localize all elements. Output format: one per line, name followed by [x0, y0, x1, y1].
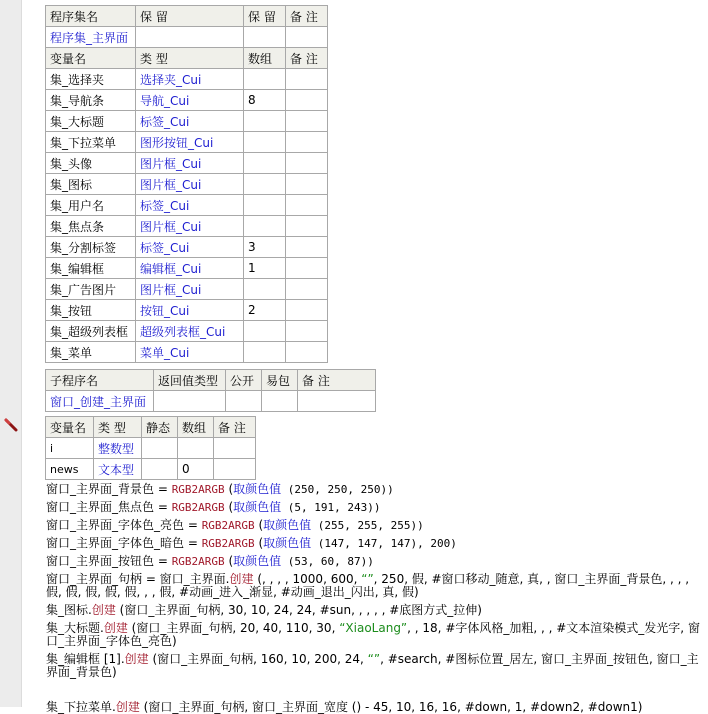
- variable-type-text: 图片框_Cui: [140, 156, 202, 171]
- variable-name[interactable]: 集_导航条: [46, 90, 136, 111]
- variable-note[interactable]: [286, 195, 328, 216]
- code-target: 集_大标题.: [46, 621, 104, 635]
- header-cell: 保 留: [136, 6, 244, 27]
- variable-array[interactable]: [244, 69, 286, 90]
- variable-name[interactable]: 集_分割标签: [46, 237, 136, 258]
- variable-type[interactable]: [136, 300, 244, 321]
- variable-type-text: 图片框_Cui: [140, 219, 202, 234]
- header-cell: 备 注: [298, 370, 376, 391]
- code-punct: (: [224, 482, 234, 496]
- local-type[interactable]: [94, 438, 142, 459]
- code-target: 集_下拉菜单.: [46, 700, 116, 714]
- editor-gutter: [0, 0, 22, 707]
- header-cell: 变量名: [46, 48, 136, 69]
- variable-type[interactable]: [136, 153, 244, 174]
- variable-row[interactable]: [46, 174, 328, 195]
- variable-row[interactable]: [46, 132, 328, 153]
- code-line[interactable]: [46, 537, 702, 550]
- header-cell: 备 注: [214, 417, 256, 438]
- variable-type[interactable]: [136, 111, 244, 132]
- code-args: , #search, #图标位置_居左, 窗口_主界面_按钮色, 窗口_主界面_背景色): [46, 652, 699, 679]
- variable-type-text: 标签_Cui: [140, 198, 190, 213]
- code-line[interactable]: [46, 519, 702, 532]
- code-line[interactable]: [46, 604, 702, 617]
- code-args: (250, 250, 250)): [281, 483, 394, 496]
- local-static[interactable]: [142, 459, 178, 480]
- code-args: , 250, 假, #窗口移动_随意, 真, , 窗口_主界面_背景色, , , , 假, 假, 假, 假, 假, , , 假, #动画_进入_渐显, #动画_退出_闪出, 真, 假): [46, 572, 690, 599]
- variable-note[interactable]: [286, 132, 328, 153]
- local-type-text: 文本型: [98, 462, 135, 477]
- code-func: RGB2ARGB: [201, 537, 255, 550]
- code-line[interactable]: [46, 622, 702, 648]
- variable-row[interactable]: [46, 216, 328, 237]
- code-func: RGB2ARGB: [201, 519, 255, 532]
- variable-note[interactable]: [286, 174, 328, 195]
- code-args: (5, 191, 243)): [281, 501, 381, 514]
- local-name-text: news: [50, 463, 79, 476]
- variable-note[interactable]: [286, 237, 328, 258]
- header-cell: 子程序名: [46, 370, 154, 391]
- variable-name[interactable]: 集_用户名: [46, 195, 136, 216]
- variable-name[interactable]: 集_下拉菜单: [46, 132, 136, 153]
- variable-name[interactable]: 集_按钮: [46, 300, 136, 321]
- variable-array[interactable]: [244, 279, 286, 300]
- code-args: (窗口_主界面_句柄, 窗口_主界面_宽度 () - 45, 10, 16, 16, #down, 1, #down2, #down1): [139, 700, 643, 714]
- variable-type-text: 选择夹_Cui: [140, 72, 202, 87]
- local-name[interactable]: [46, 438, 94, 459]
- variable-array[interactable]: 2: [244, 300, 286, 321]
- variable-name[interactable]: 集_超级列表框: [46, 321, 136, 342]
- code-string: “XiaoLang”: [339, 621, 408, 635]
- variables-header-row: [46, 48, 328, 69]
- code-func: RGB2ARGB: [171, 483, 225, 496]
- variable-array[interactable]: [244, 216, 286, 237]
- program-set-name[interactable]: [46, 27, 136, 48]
- local-variables-table: [45, 416, 256, 480]
- variable-note[interactable]: [286, 153, 328, 174]
- header-cell: 备 注: [286, 48, 328, 69]
- code-line[interactable]: [46, 653, 702, 679]
- cell[interactable]: [298, 391, 376, 412]
- variable-type-text: 按钮_Cui: [140, 303, 190, 318]
- variable-type[interactable]: [136, 237, 244, 258]
- code-method: 创建: [103, 621, 128, 635]
- code-call: 取颜色值: [233, 554, 282, 568]
- code-call: 取颜色值: [233, 482, 282, 496]
- subroutine-header-row: [46, 370, 376, 391]
- code-method: 创建: [229, 572, 254, 586]
- cell[interactable]: [262, 391, 298, 412]
- code-target: 窗口_主界面_字体色_暗色 =: [46, 536, 202, 550]
- variable-name[interactable]: 集_菜单: [46, 342, 136, 363]
- variable-type-text: 菜单_Cui: [140, 345, 190, 360]
- program-set-header-row: [46, 6, 328, 27]
- header-cell: 易包: [262, 370, 298, 391]
- variable-note[interactable]: [286, 216, 328, 237]
- code-punct: (: [254, 518, 264, 532]
- code-args: (, , , , 1000, 600,: [253, 572, 362, 586]
- variable-array[interactable]: [244, 174, 286, 195]
- header-cell: 程序集名: [46, 6, 136, 27]
- code-call: 取颜色值: [263, 536, 312, 550]
- code-target: 集_图标.: [46, 603, 92, 617]
- variable-array[interactable]: [244, 342, 286, 363]
- variable-array[interactable]: 8: [244, 90, 286, 111]
- code-method: 创建: [91, 603, 116, 617]
- variable-row[interactable]: [46, 90, 328, 111]
- variable-name[interactable]: 集_广告图片: [46, 279, 136, 300]
- variable-type[interactable]: [136, 321, 244, 342]
- code-args: (窗口_主界面_句柄, 20, 40, 110, 30,: [127, 621, 340, 635]
- subroutine-row[interactable]: [46, 391, 376, 412]
- locals-header-row: [46, 417, 256, 438]
- code-args: (255, 255, 255)): [311, 519, 424, 532]
- program-set-name-text: 程序集_主界面: [50, 30, 129, 45]
- cell[interactable]: [136, 27, 244, 48]
- code-line[interactable]: [46, 573, 702, 599]
- variable-array[interactable]: 3: [244, 237, 286, 258]
- code-target: 窗口_主界面_按钮色 =: [46, 554, 172, 568]
- header-cell: 数组: [244, 48, 286, 69]
- variable-note[interactable]: [286, 321, 328, 342]
- variable-name[interactable]: 集_焦点条: [46, 216, 136, 237]
- variable-row[interactable]: [46, 69, 328, 90]
- variable-note[interactable]: [286, 342, 328, 363]
- header-cell: 类 型: [94, 417, 142, 438]
- variable-type[interactable]: [136, 90, 244, 111]
- cell[interactable]: [244, 27, 286, 48]
- code-args: , , 18, #字体风格_加粗, , , #文本渲染模式_发光字, 窗口_主界面_字体色_亮色): [46, 621, 700, 648]
- local-type[interactable]: [94, 459, 142, 480]
- header-cell: 返回值类型: [154, 370, 226, 391]
- variable-type[interactable]: [136, 279, 244, 300]
- local-variable-row[interactable]: [46, 459, 256, 480]
- code-call: 取颜色值: [263, 518, 312, 532]
- variable-type[interactable]: [136, 216, 244, 237]
- variable-row[interactable]: [46, 111, 328, 132]
- code-args: (窗口_主界面_句柄, 30, 10, 24, 24, #sun, , , , , #底图方式_拉伸): [115, 603, 482, 617]
- variable-array[interactable]: [244, 195, 286, 216]
- local-array[interactable]: [178, 438, 214, 459]
- variable-array[interactable]: [244, 153, 286, 174]
- variable-name[interactable]: 集_编辑框: [46, 258, 136, 279]
- subroutine-table: [45, 369, 376, 412]
- code-line[interactable]: [46, 501, 702, 514]
- variable-name[interactable]: 集_头像: [46, 153, 136, 174]
- local-array[interactable]: 0: [178, 459, 214, 480]
- variable-note[interactable]: [286, 300, 328, 321]
- header-cell: 公开: [226, 370, 262, 391]
- variable-type-text: 标签_Cui: [140, 114, 190, 129]
- code-string: “”: [361, 572, 374, 586]
- variable-note[interactable]: [286, 279, 328, 300]
- header-cell: 变量名: [46, 417, 94, 438]
- variable-note[interactable]: [286, 258, 328, 279]
- code-target: 窗口_主界面_背景色 =: [46, 482, 172, 496]
- variable-type[interactable]: [136, 132, 244, 153]
- variable-type-text: 导航_Cui: [140, 93, 190, 108]
- code-string: “”: [367, 652, 381, 666]
- code-line[interactable]: [46, 555, 702, 568]
- subroutine-name[interactable]: [46, 391, 154, 412]
- variable-type-text: 图片框_Cui: [140, 177, 202, 192]
- variable-note[interactable]: [286, 69, 328, 90]
- code-args: (147, 147, 147), 200): [311, 537, 457, 550]
- local-note[interactable]: [214, 438, 256, 459]
- variable-name[interactable]: 集_大标题: [46, 111, 136, 132]
- variable-row[interactable]: [46, 279, 328, 300]
- program-set-table: [45, 5, 328, 363]
- code-line[interactable]: [46, 483, 702, 496]
- local-name[interactable]: [46, 459, 94, 480]
- variable-row[interactable]: [46, 153, 328, 174]
- variable-row[interactable]: [46, 321, 328, 342]
- variable-type[interactable]: [136, 342, 244, 363]
- header-cell: 数组: [178, 417, 214, 438]
- variable-array[interactable]: [244, 132, 286, 153]
- local-variable-row[interactable]: [46, 438, 256, 459]
- code-func: RGB2ARGB: [171, 555, 225, 568]
- code-punct: (: [254, 536, 264, 550]
- variable-note[interactable]: [286, 90, 328, 111]
- program-set-row[interactable]: [46, 27, 328, 48]
- code-args: (窗口_主界面_句柄, 160, 10, 200, 24,: [148, 652, 368, 666]
- variable-type-text: 图片框_Cui: [140, 282, 202, 297]
- cell[interactable]: [154, 391, 226, 412]
- variable-row[interactable]: [46, 300, 328, 321]
- variable-type-text: 图形按钮_Cui: [140, 135, 214, 150]
- header-cell: 保 留: [244, 6, 286, 27]
- code-target: 窗口_主界面_焦点色 =: [46, 500, 172, 514]
- variable-array[interactable]: 1: [244, 258, 286, 279]
- variable-row[interactable]: [46, 195, 328, 216]
- variable-row[interactable]: [46, 258, 328, 279]
- subroutine-name-text: 窗口_创建_主界面: [50, 394, 147, 409]
- variable-array[interactable]: [244, 321, 286, 342]
- variable-type-text: 超级列表框_Cui: [140, 324, 226, 339]
- code-line[interactable]: [46, 701, 702, 714]
- code-args: (53, 60, 87)): [281, 555, 374, 568]
- code-punct: (: [224, 500, 234, 514]
- code-func: RGB2ARGB: [171, 501, 225, 514]
- variable-note[interactable]: [286, 111, 328, 132]
- variable-type-text: 编辑框_Cui: [140, 261, 202, 276]
- variable-row[interactable]: [46, 342, 328, 363]
- local-static[interactable]: [142, 438, 178, 459]
- cell[interactable]: [286, 27, 328, 48]
- header-cell: 类 型: [136, 48, 244, 69]
- variable-name[interactable]: 集_选择夹: [46, 69, 136, 90]
- variable-type[interactable]: [136, 258, 244, 279]
- pencil-marker-icon: [4, 418, 18, 432]
- cell[interactable]: [226, 391, 262, 412]
- local-type-text: 整数型: [98, 441, 135, 456]
- header-cell: 静态: [142, 417, 178, 438]
- code-method: 创建: [115, 700, 140, 714]
- variable-array[interactable]: [244, 111, 286, 132]
- code-target: 窗口_主界面_字体色_亮色 =: [46, 518, 202, 532]
- variable-type[interactable]: [136, 69, 244, 90]
- local-name-text: i: [50, 442, 54, 455]
- code-call: 取颜色值: [233, 500, 282, 514]
- header-cell: 备 注: [286, 6, 328, 27]
- local-note[interactable]: [214, 459, 256, 480]
- variable-type-text: 标签_Cui: [140, 240, 190, 255]
- code-method: 创建: [124, 652, 149, 666]
- code-target: 窗口_主界面_句柄 = 窗口_主界面.: [46, 572, 230, 586]
- code-target: 集_编辑框 [1].: [46, 652, 125, 666]
- variable-row[interactable]: [46, 237, 328, 258]
- code-punct: (: [224, 554, 234, 568]
- variable-name[interactable]: 集_图标: [46, 174, 136, 195]
- variable-type[interactable]: [136, 174, 244, 195]
- variable-type[interactable]: [136, 195, 244, 216]
